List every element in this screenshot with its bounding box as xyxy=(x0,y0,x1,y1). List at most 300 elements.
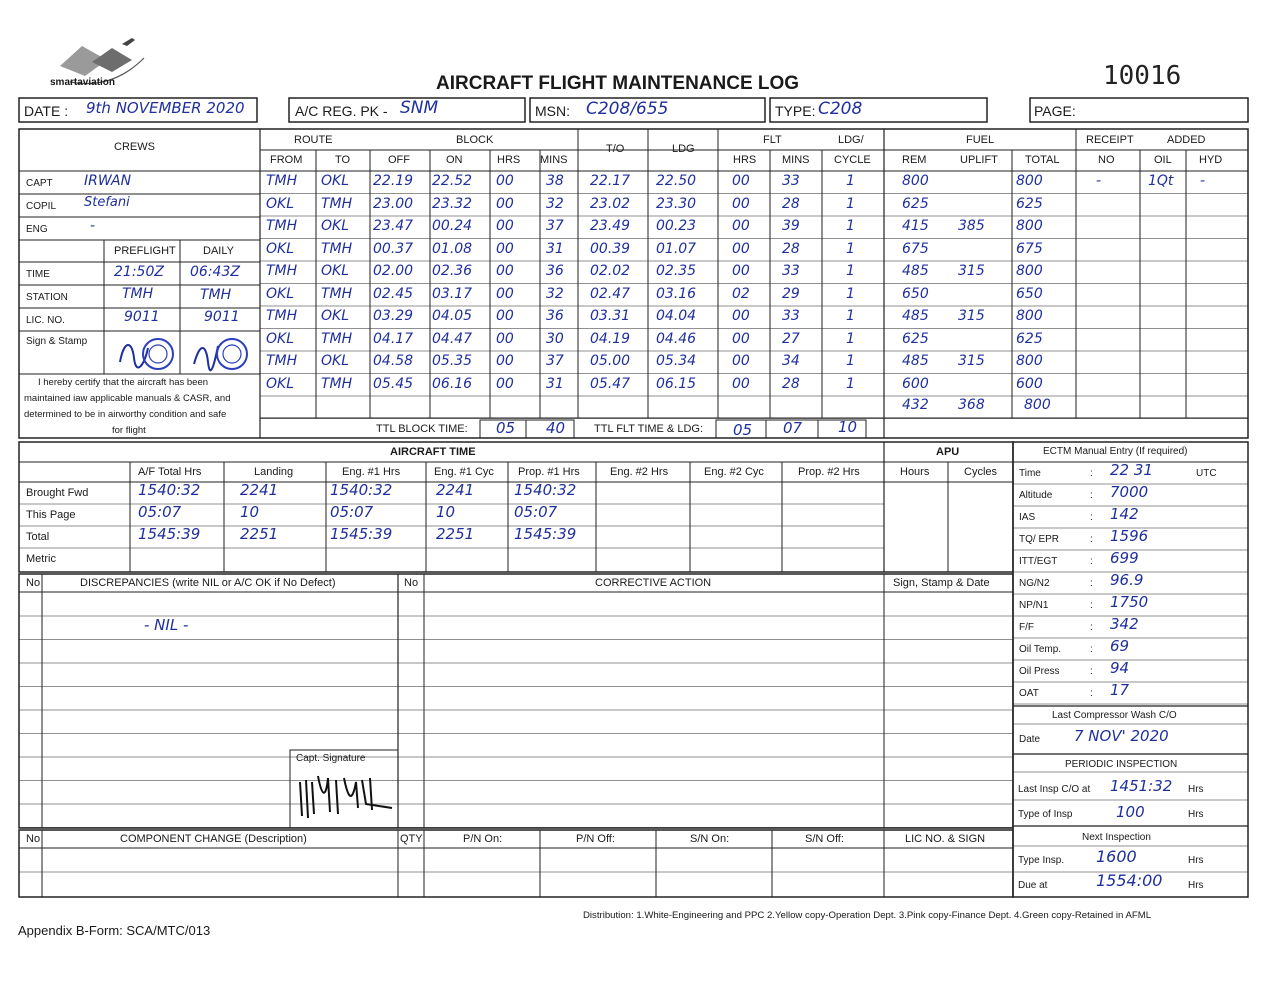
block-off[interactable]: 04.17 xyxy=(373,330,414,347)
ectm-colon: : xyxy=(1090,512,1093,523)
ectm-value-oilp[interactable]: 94 xyxy=(1110,659,1130,677)
ldg-cycle[interactable]: 1 xyxy=(846,173,855,189)
block-header: BLOCK xyxy=(456,134,494,146)
ectm-time-unit: UTC xyxy=(1196,468,1217,479)
from-header: FROM xyxy=(270,154,303,166)
comp-pn-off-header: P/N Off: xyxy=(576,833,615,845)
date-label: DATE : xyxy=(24,103,69,119)
eng-value[interactable]: - xyxy=(90,218,96,234)
rem-header: REM xyxy=(902,154,927,166)
periodic-type-value[interactable]: 100 xyxy=(1116,803,1145,821)
takeoff-time[interactable]: 03.31 xyxy=(590,308,631,324)
reg-label: A/C REG. PK - xyxy=(295,103,388,119)
certify-line-2: maintained iaw applicable manuals & CASR, and xyxy=(24,393,231,404)
route-from[interactable]: TMH xyxy=(266,308,298,324)
ldg-cycle[interactable]: 1 xyxy=(846,353,855,369)
ectm-colon: : xyxy=(1090,490,1093,501)
fuel-header: FUEL xyxy=(966,134,995,146)
block-mins[interactable]: 32 xyxy=(546,195,564,212)
ectm-colon: : xyxy=(1090,578,1093,589)
landing-time[interactable]: 04.04 xyxy=(656,308,697,324)
route-to[interactable]: TMH xyxy=(321,285,353,302)
ectm-label-oilp: Oil Press xyxy=(1019,666,1060,677)
page-label: PAGE: xyxy=(1034,103,1076,119)
fuel-total[interactable]: 800 xyxy=(1016,308,1043,324)
flt-mins[interactable]: 28 xyxy=(782,240,800,257)
brand-name: smartaviation xyxy=(50,77,116,88)
certify-line-1: I hereby certify that the aircraft has been xyxy=(38,377,209,388)
ectm-label-tq: TQ/ EPR xyxy=(1019,534,1060,545)
comp-pn-on-header: P/N On: xyxy=(463,833,503,845)
block-on[interactable]: 06.16 xyxy=(432,375,473,392)
fuel-total[interactable]: 800 xyxy=(1016,173,1043,189)
compressor-date-value[interactable]: 7 NOV' 2020 xyxy=(1074,727,1169,745)
flt-mins[interactable]: 28 xyxy=(782,195,800,212)
block-on[interactable]: 23.32 xyxy=(432,195,473,212)
route-from[interactable]: OKL xyxy=(266,285,294,302)
aircraft-time-value[interactable]: 05:07 xyxy=(514,503,558,521)
ectm-label-oat: OAT xyxy=(1019,688,1039,699)
landing-time[interactable]: 06.15 xyxy=(656,375,697,392)
ttl-ldg[interactable]: 10 xyxy=(838,418,858,436)
block-hrs[interactable]: 00 xyxy=(496,263,514,279)
fuel-total[interactable]: 800 xyxy=(1016,263,1043,279)
takeoff-time[interactable]: 02.02 xyxy=(590,263,631,279)
landing-time[interactable]: 03.16 xyxy=(656,285,697,302)
fuel-rem[interactable]: 415 xyxy=(902,218,929,234)
flt-mins[interactable]: 33 xyxy=(782,173,800,189)
route-to[interactable]: TMH xyxy=(321,375,353,392)
ectm-value-ng[interactable]: 96.9 xyxy=(1110,571,1144,589)
added-header: ADDED xyxy=(1167,134,1206,146)
block-hrs[interactable]: 00 xyxy=(496,353,514,369)
route-to[interactable]: OKL xyxy=(321,218,349,234)
block-off[interactable]: 02.45 xyxy=(373,285,414,302)
eng-label: ENG xyxy=(26,224,48,235)
flt-header: FLT xyxy=(763,134,782,146)
block-on[interactable]: 01.08 xyxy=(432,240,473,257)
aircraft-time-col-header: Eng. #2 Cyc xyxy=(704,466,764,478)
time-preflight[interactable]: 21:50Z xyxy=(114,264,164,280)
route-from[interactable]: TMH xyxy=(266,173,298,189)
ectm-colon: : xyxy=(1090,556,1093,567)
ldg-cycle-header-2: CYCLE xyxy=(834,154,871,166)
next-type-value[interactable]: 1600 xyxy=(1096,847,1137,866)
block-mins[interactable]: 30 xyxy=(546,330,564,347)
ectm-value-oat[interactable]: 17 xyxy=(1110,681,1130,699)
fuel-rem[interactable]: 625 xyxy=(902,195,929,212)
flt-mins[interactable]: 33 xyxy=(782,308,800,324)
route-to[interactable]: OKL xyxy=(321,308,349,324)
fuel-summary-uplift[interactable]: 368 xyxy=(958,397,985,413)
aircraft-time-col-header: Eng. #1 Cyc xyxy=(434,466,494,478)
hyd-added[interactable]: - xyxy=(1200,173,1206,189)
flt-hrs[interactable]: 00 xyxy=(732,173,750,189)
ectm-colon: : xyxy=(1090,622,1093,633)
block-off[interactable]: 05.45 xyxy=(373,375,414,392)
aircraft-time-row-label: This Page xyxy=(26,509,76,521)
apu-title: APU xyxy=(936,446,960,458)
ectm-value-tq[interactable]: 1596 xyxy=(1110,527,1149,545)
date-value[interactable]: 9th NOVEMBER 2020 xyxy=(86,99,245,117)
flt-mins[interactable]: 34 xyxy=(782,353,800,369)
flt-hrs[interactable]: 00 xyxy=(732,330,750,347)
ectm-colon: : xyxy=(1090,468,1093,479)
fuel-rem[interactable]: 675 xyxy=(902,240,929,257)
ldg-cycle[interactable]: 1 xyxy=(846,195,855,212)
flt-hrs-header: HRS xyxy=(733,154,757,166)
ttl-block-label: TTL BLOCK TIME: xyxy=(376,423,468,435)
aircraft-time-value[interactable]: 2241 xyxy=(436,481,475,499)
fuel-uplift[interactable]: 315 xyxy=(958,263,985,279)
copil-value[interactable]: Stefani xyxy=(84,195,130,210)
fuel-rem[interactable]: 625 xyxy=(902,330,929,347)
block-on[interactable]: 03.17 xyxy=(432,285,473,302)
aircraft-time-row-label: Total xyxy=(26,531,50,543)
comp-lic-header: LIC NO. & SIGN xyxy=(905,833,986,845)
ectm-value-oilt[interactable]: 69 xyxy=(1110,637,1130,655)
ectm-label-oilt: Oil Temp. xyxy=(1019,644,1062,655)
flt-mins[interactable]: 33 xyxy=(782,263,800,279)
block-on[interactable]: 00.24 xyxy=(432,218,473,234)
apu-cycles-header: Cycles xyxy=(964,466,998,478)
fuel-rem[interactable]: 485 xyxy=(902,263,929,279)
aircraft-time-value[interactable]: 10 xyxy=(436,503,456,521)
route-from[interactable]: TMH xyxy=(266,218,298,234)
comp-no-header: No xyxy=(26,833,41,845)
aircraft-time-value[interactable]: 1545:39 xyxy=(514,525,577,543)
aircraft-time-value[interactable]: 1540:32 xyxy=(138,481,201,499)
type-value[interactable]: C208 xyxy=(818,99,863,119)
takeoff-time[interactable]: 23.02 xyxy=(590,195,631,212)
fuel-total[interactable]: 800 xyxy=(1016,353,1043,369)
aircraft-time-row-label: Brought Fwd xyxy=(26,487,89,499)
flt-hrs[interactable]: 00 xyxy=(732,308,750,324)
takeoff-time[interactable]: 02.47 xyxy=(590,285,631,302)
station-preflight[interactable]: TMH xyxy=(122,286,154,302)
block-off[interactable]: 22.19 xyxy=(373,173,414,189)
block-mins[interactable]: 32 xyxy=(546,285,564,302)
ttl-block-mins[interactable]: 40 xyxy=(546,419,566,437)
ectm-colon: : xyxy=(1090,600,1093,611)
block-hrs[interactable]: 00 xyxy=(496,218,514,234)
block-on[interactable]: 04.47 xyxy=(432,330,473,347)
disc-title: DISCREPANCIES (write NIL or A/C OK if No Defect) xyxy=(80,577,336,589)
on-header: ON xyxy=(446,154,463,166)
corrective-title: CORRECTIVE ACTION xyxy=(595,577,712,589)
flt-hrs[interactable]: 00 xyxy=(732,375,750,392)
ldg-cycle-header-1: LDG/ xyxy=(838,134,864,146)
fuel-rem[interactable]: 485 xyxy=(902,353,929,369)
block-off[interactable]: 00.37 xyxy=(373,240,414,257)
next-due-unit: Hrs xyxy=(1188,880,1204,891)
fuel-total[interactable]: 600 xyxy=(1016,375,1043,392)
ectm-colon: : xyxy=(1090,666,1093,677)
aircraft-time-col-header: Eng. #1 Hrs xyxy=(342,466,401,478)
landing-time[interactable]: 05.34 xyxy=(656,353,697,369)
discrepancy-entry[interactable]: - NIL - xyxy=(144,616,189,634)
fuel-uplift[interactable]: 315 xyxy=(958,308,985,324)
lic-label: LIC. NO. xyxy=(26,315,65,326)
flt-mins[interactable]: 29 xyxy=(782,285,800,302)
serial-number: 10016 xyxy=(1103,61,1182,91)
takeoff-time[interactable]: 05.00 xyxy=(590,353,631,369)
ectm-value-time[interactable]: 22 31 xyxy=(1110,461,1153,479)
route-from[interactable]: OKL xyxy=(266,240,294,257)
aircraft-time-value[interactable]: 1540:32 xyxy=(514,481,577,499)
block-mins-header: MINS xyxy=(540,154,568,166)
receipt-no-header: NO xyxy=(1098,154,1115,166)
distribution-note: Distribution: 1.White-Engineering and PPC 2.Yellow copy-Operation Dept. 3.Pink copy-Finance Dept. 4.Green copy-Retained in AFML xyxy=(583,910,1152,921)
landing-time[interactable]: 01.07 xyxy=(656,240,697,257)
flt-hrs[interactable]: 00 xyxy=(732,353,750,369)
route-to[interactable]: TMH xyxy=(321,195,353,212)
block-off[interactable]: 02.00 xyxy=(373,263,414,279)
ldg-cycle[interactable]: 1 xyxy=(846,240,855,257)
flt-mins[interactable]: 39 xyxy=(782,218,800,234)
ectm-value-ff[interactable]: 342 xyxy=(1110,615,1139,633)
ectm-label-ng: NG/N2 xyxy=(1019,578,1050,589)
aircraft-time-col-header: Eng. #2 Hrs xyxy=(610,466,669,478)
daily-label: DAILY xyxy=(203,245,234,257)
sign-stamp-date-header: Sign, Stamp & Date xyxy=(893,577,990,589)
takeoff-time[interactable]: 04.19 xyxy=(590,330,631,347)
periodic-title: PERIODIC INSPECTION xyxy=(1065,759,1178,770)
fuel-rem[interactable]: 600 xyxy=(902,375,929,392)
ttl-flt-mins[interactable]: 07 xyxy=(783,419,803,437)
route-from[interactable]: TMH xyxy=(266,353,298,369)
aircraft-time-col-header: Landing xyxy=(254,466,294,478)
ttl-block-hrs[interactable]: 05 xyxy=(496,419,516,437)
block-hrs[interactable]: 00 xyxy=(496,240,514,257)
aircraft-time-value[interactable]: 2241 xyxy=(240,481,279,499)
next-type-label: Type Insp. xyxy=(1018,855,1065,866)
block-mins[interactable]: 36 xyxy=(546,308,564,324)
time-label: TIME xyxy=(26,269,50,280)
periodic-type-label: Type of Insp xyxy=(1018,809,1073,820)
crews-header: CREWS xyxy=(114,141,155,153)
capt-signature-label: Capt. Signature xyxy=(296,753,366,764)
msn-label: MSN: xyxy=(535,103,570,119)
block-mins[interactable]: 37 xyxy=(546,353,564,369)
receipt-no[interactable]: - xyxy=(1096,173,1102,189)
corr-no-header: No xyxy=(404,577,419,589)
block-hrs[interactable]: 00 xyxy=(496,173,514,189)
takeoff-time[interactable]: 23.49 xyxy=(590,218,631,234)
route-to[interactable]: TMH xyxy=(321,330,353,347)
aircraft-time-col-header: Prop. #1 Hrs xyxy=(518,466,580,478)
compressor-title: Last Compressor Wash C/O xyxy=(1052,710,1177,721)
block-off[interactable]: 23.00 xyxy=(373,195,414,212)
ectm-label-alt: Altitude xyxy=(1019,490,1053,501)
flt-mins[interactable]: 27 xyxy=(782,330,800,347)
next-due-label: Due at xyxy=(1018,880,1048,891)
flt-mins[interactable]: 28 xyxy=(782,375,800,392)
capt-value[interactable]: IRWAN xyxy=(84,173,132,189)
block-mins[interactable]: 31 xyxy=(546,375,564,392)
block-mins[interactable]: 31 xyxy=(546,240,564,257)
msn-value[interactable]: C208/655 xyxy=(586,99,669,119)
comp-sn-off-header: S/N Off: xyxy=(805,833,844,845)
hyd-header: HYD xyxy=(1199,154,1223,166)
ldg-cycle[interactable]: 1 xyxy=(846,375,855,392)
route-from[interactable]: OKL xyxy=(266,375,294,392)
landing-time[interactable]: 22.50 xyxy=(656,173,697,189)
daily-stamp-icon xyxy=(192,336,252,372)
aircraft-time-value[interactable]: 1545:39 xyxy=(138,525,201,543)
next-due-value[interactable]: 1554:00 xyxy=(1096,871,1163,890)
fuel-summary-total[interactable]: 800 xyxy=(1024,397,1051,413)
aircraft-time-value[interactable]: 10 xyxy=(240,503,260,521)
fuel-total[interactable]: 650 xyxy=(1016,285,1043,302)
ectm-label-ias: IAS xyxy=(1019,512,1036,523)
ectm-colon: : xyxy=(1090,644,1093,655)
ttl-flt-hrs[interactable]: 05 xyxy=(733,421,753,439)
block-on[interactable]: 05.35 xyxy=(432,353,473,369)
block-off[interactable]: 04.58 xyxy=(373,353,414,369)
reg-value[interactable]: SNM xyxy=(400,98,439,118)
block-mins[interactable]: 37 xyxy=(546,218,564,234)
fuel-total[interactable]: 625 xyxy=(1016,195,1043,212)
time-daily[interactable]: 06:43Z xyxy=(190,264,240,280)
station-daily[interactable]: TMH xyxy=(200,287,232,303)
flt-hrs[interactable]: 00 xyxy=(732,195,750,212)
ectm-colon: : xyxy=(1090,534,1093,545)
ectm-value-itt[interactable]: 699 xyxy=(1110,549,1139,567)
block-off[interactable]: 23.47 xyxy=(373,218,414,234)
fuel-uplift[interactable]: 315 xyxy=(958,353,985,369)
aircraft-time-col-header: A/F Total Hrs xyxy=(138,466,202,478)
ectm-title: ECTM Manual Entry (If required) xyxy=(1043,446,1188,457)
off-header: OFF xyxy=(388,154,410,166)
route-from[interactable]: OKL xyxy=(266,195,294,212)
aircraft-time-value[interactable]: 05:07 xyxy=(330,503,374,521)
to-time-header: T/O xyxy=(606,143,625,155)
takeoff-time[interactable]: 22.17 xyxy=(590,173,631,189)
route-from[interactable]: OKL xyxy=(266,330,294,347)
ectm-label-ff: F/F xyxy=(1019,622,1034,633)
aircraft-time-value[interactable]: 05:07 xyxy=(138,503,182,521)
landing-time[interactable]: 04.46 xyxy=(656,330,697,347)
takeoff-time[interactable]: 05.47 xyxy=(590,375,631,392)
periodic-last-label: Last Insp C/O at xyxy=(1018,784,1091,795)
ectm-value-np[interactable]: 1750 xyxy=(1110,593,1149,611)
periodic-last-value[interactable]: 1451:32 xyxy=(1110,777,1173,795)
ldg-cycle[interactable]: 1 xyxy=(846,263,855,279)
ectm-label-itt: ITT/EGT xyxy=(1019,556,1058,567)
block-hrs[interactable]: 00 xyxy=(496,308,514,324)
oil-header: OIL xyxy=(1154,154,1172,166)
block-hrs[interactable]: 00 xyxy=(496,330,514,347)
aircraft-time-value[interactable]: 2251 xyxy=(436,525,475,543)
route-to[interactable]: TMH xyxy=(321,240,353,257)
form-title: AIRCRAFT FLIGHT MAINTENANCE LOG xyxy=(436,73,800,94)
flt-hrs[interactable]: 02 xyxy=(732,285,750,302)
ectm-value-alt[interactable]: 7000 xyxy=(1110,483,1149,501)
route-to[interactable]: OKL xyxy=(321,263,349,279)
preflight-stamp-icon xyxy=(116,336,176,372)
flt-hrs[interactable]: 00 xyxy=(732,263,750,279)
block-off[interactable]: 03.29 xyxy=(373,308,414,324)
flt-hrs[interactable]: 00 xyxy=(732,218,750,234)
lic-preflight[interactable]: 9011 xyxy=(124,309,160,325)
copil-label: COPIL xyxy=(26,201,57,212)
type-label: TYPE: xyxy=(775,103,816,119)
ectm-colon: : xyxy=(1090,688,1093,699)
fuel-rem[interactable]: 485 xyxy=(902,308,929,324)
uplift-header: UPLIFT xyxy=(960,154,998,166)
aircraft-time-value[interactable]: 1545:39 xyxy=(330,525,393,543)
landing-time[interactable]: 00.23 xyxy=(656,218,697,234)
form-code: Appendix B-Form: SCA/MTC/013 xyxy=(18,923,211,938)
route-to[interactable]: OKL xyxy=(321,173,349,189)
comp-qty-header: QTY xyxy=(400,833,423,845)
lic-daily[interactable]: 9011 xyxy=(204,309,240,325)
fuel-summary-rem[interactable]: 432 xyxy=(902,397,929,413)
ldg-cycle[interactable]: 1 xyxy=(846,330,855,347)
block-hrs-header: HRS xyxy=(497,154,521,166)
route-header: ROUTE xyxy=(294,134,333,146)
block-hrs[interactable]: 00 xyxy=(496,195,514,212)
block-mins[interactable]: 38 xyxy=(546,173,564,189)
block-on[interactable]: 04.05 xyxy=(432,308,473,324)
route-to[interactable]: OKL xyxy=(321,353,349,369)
capt-signature-icon[interactable] xyxy=(296,768,396,822)
ldg-cycle[interactable]: 1 xyxy=(846,218,855,234)
ttl-flt-label: TTL FLT TIME & LDG: xyxy=(594,423,704,435)
periodic-type-unit: Hrs xyxy=(1188,809,1204,820)
block-on[interactable]: 02.36 xyxy=(432,263,473,279)
aircraft-time-title: AIRCRAFT TIME xyxy=(390,446,476,458)
apu-hours-header: Hours xyxy=(900,466,930,478)
block-hrs[interactable]: 00 xyxy=(496,285,514,302)
fuel-total[interactable]: 800 xyxy=(1016,218,1043,234)
aircraft-time-value[interactable]: 1540:32 xyxy=(330,481,393,499)
flt-hrs[interactable]: 00 xyxy=(732,240,750,257)
oil-added[interactable]: 1Qt xyxy=(1148,173,1174,189)
next-type-unit: Hrs xyxy=(1188,855,1204,866)
ldg-cycle[interactable]: 1 xyxy=(846,285,855,302)
ectm-label-time: Time xyxy=(1019,468,1041,479)
comp-sn-on-header: S/N On: xyxy=(690,833,730,845)
fuel-uplift[interactable]: 385 xyxy=(958,218,985,234)
block-mins[interactable]: 36 xyxy=(546,263,564,279)
fuel-rem[interactable]: 800 xyxy=(902,173,929,189)
capt-label: CAPT xyxy=(26,178,53,189)
certify-line-4: for flight xyxy=(112,425,146,436)
block-hrs[interactable]: 00 xyxy=(496,375,514,392)
aircraft-time-row-label: Metric xyxy=(26,553,56,565)
compressor-date-label: Date xyxy=(1019,734,1041,745)
takeoff-time[interactable]: 00.39 xyxy=(590,240,631,257)
grid-box xyxy=(19,574,1013,828)
certify-line-3: determined to be in airworthy condition and safe xyxy=(24,409,227,420)
fuel-total[interactable]: 625 xyxy=(1016,330,1043,347)
disc-no-header: No xyxy=(26,577,41,589)
ectm-value-ias[interactable]: 142 xyxy=(1110,505,1139,523)
block-on[interactable]: 22.52 xyxy=(432,173,473,189)
fuel-total[interactable]: 675 xyxy=(1016,240,1043,257)
aircraft-time-value[interactable]: 2251 xyxy=(240,525,279,543)
landing-time[interactable]: 02.35 xyxy=(656,263,697,279)
fuel-rem[interactable]: 650 xyxy=(902,285,929,302)
ldg-cycle[interactable]: 1 xyxy=(846,308,855,324)
periodic-last-unit: Hrs xyxy=(1188,784,1204,795)
comp-desc-header: COMPONENT CHANGE (Description) xyxy=(120,833,307,845)
landing-time[interactable]: 23.30 xyxy=(656,195,697,212)
sign-stamp-label: Sign & Stamp xyxy=(26,336,88,347)
route-from[interactable]: TMH xyxy=(266,263,298,279)
